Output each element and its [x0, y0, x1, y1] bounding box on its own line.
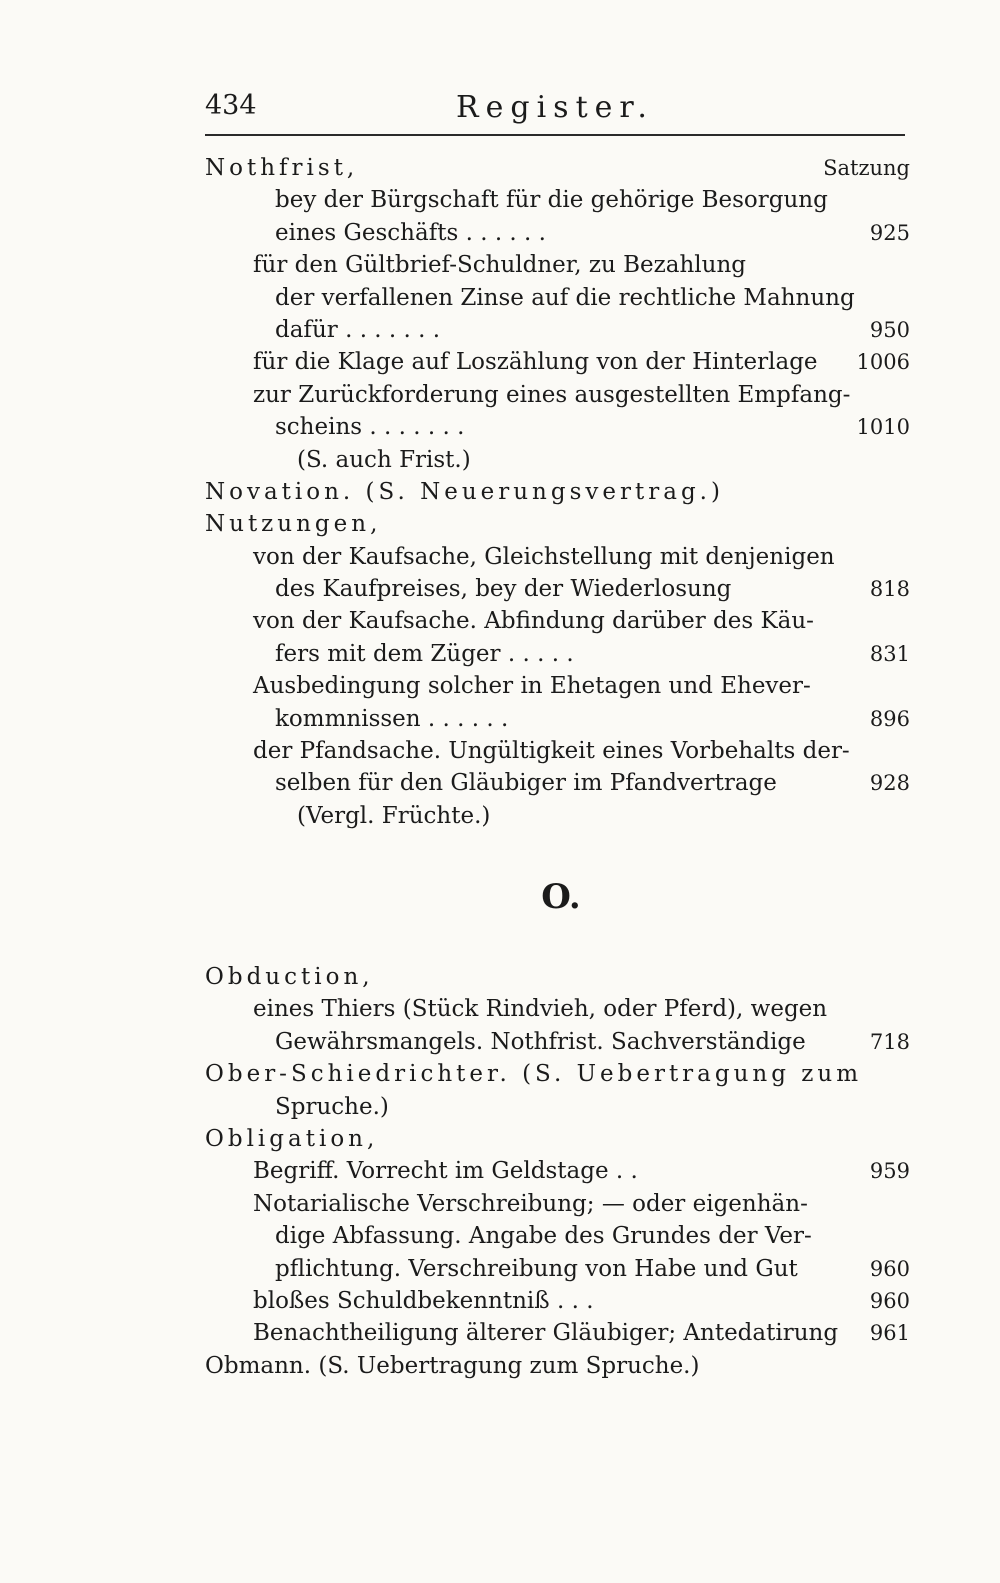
entry-text: Notarialische Verschreibung; — oder eigenhän-: [253, 1190, 808, 1217]
index-entry: [205, 1188, 905, 1220]
index-entry: [205, 735, 905, 767]
index-section-o: [205, 961, 910, 1382]
entry-page-ref: 896: [869, 706, 910, 731]
entry-text: der verfallenen Zinse auf die rechtliche Mahnung: [275, 284, 855, 311]
entry-text: selben für den Gläubiger im Pfandvertrage: [275, 770, 777, 797]
entry-text: Obduction,: [205, 963, 374, 990]
entry-text: Nothfrist,: [205, 155, 359, 181]
entry-text: Nutzungen,: [205, 511, 382, 538]
index-entry: [205, 476, 905, 508]
index-entry: [205, 993, 905, 1025]
entry-text: eines Thiers (Stück Rindvieh, oder Pferd), wegen: [253, 996, 828, 1023]
entry-page-ref: 961: [869, 1321, 910, 1346]
entry-text: eines Geschäfts . . . . . .: [275, 219, 546, 246]
entry-text: Ausbedingung solcher in Ehetagen und Ehever-: [253, 673, 811, 700]
entry-text: für den Gültbrief-Schuldner, zu Bezahlung: [253, 252, 746, 279]
index-entry: [205, 184, 905, 216]
entry-text: von der Kaufsache, Gleichstellung mit denjenigen: [253, 543, 835, 570]
entry-text: kommnissen . . . . . .: [275, 705, 509, 732]
index-entry: [205, 346, 910, 378]
entry-text: Gewährsmangels. Nothfrist. Sachverständige: [275, 1028, 806, 1055]
index-entry: [205, 152, 910, 184]
running-title: Register.: [456, 90, 654, 125]
entry-page-ref: 959: [869, 1159, 910, 1184]
entry-text: pflichtung. Verschreibung von Habe und Gut: [275, 1255, 798, 1282]
index-entry: [205, 444, 905, 476]
entry-page-ref: 1010: [856, 415, 910, 440]
entry-text: Begriff. Vorrecht im Geldstage . .: [253, 1158, 638, 1185]
index-entry: [205, 703, 910, 735]
index-entry: [205, 1350, 905, 1382]
entry-page-ref: Satzung: [823, 156, 910, 180]
index-entry: [205, 1317, 910, 1349]
index-entry: [205, 573, 910, 605]
index-entry: [205, 411, 910, 443]
index-section-n: [205, 152, 910, 832]
entry-page-ref: 818: [869, 577, 910, 602]
entry-page-ref: 925: [869, 220, 910, 245]
index-body: [205, 152, 910, 1382]
entry-text: Obligation,: [205, 1125, 379, 1152]
entry-text: zur Zurückforderung eines ausgestellten Empfang-: [253, 381, 851, 408]
index-entry: [205, 282, 905, 314]
page-header: [205, 90, 905, 136]
entry-text: Obmann. (S. Uebertragung zum Spruche.): [205, 1352, 700, 1379]
index-entry: [205, 314, 910, 346]
entry-page-ref: 960: [869, 1288, 910, 1313]
entry-text: dige Abfassung. Angabe des Grundes der Ver-: [275, 1223, 812, 1250]
entry-text: Benachtheiligung älterer Gläubiger; Antedatirung: [253, 1320, 839, 1347]
index-entry: [205, 638, 910, 670]
entry-text: (S. auch Frist.): [297, 446, 471, 473]
entry-text: der Pfandsache. Ungültigkeit eines Vorbehalts der-: [253, 738, 850, 765]
index-entry: [205, 1058, 905, 1090]
section-gap: [205, 832, 905, 864]
page-number: 434: [205, 90, 257, 121]
index-entry: [205, 1091, 905, 1123]
entry-text: scheins . . . . . . .: [275, 414, 465, 441]
section-letter: O.: [541, 876, 581, 917]
entry-text: bey der Bürgschaft für die gehörige Besorgung: [275, 187, 828, 214]
entry-text: dafür . . . . . . .: [275, 316, 441, 343]
entry-page-ref: 831: [869, 641, 910, 666]
index-entry: [205, 1220, 905, 1252]
index-entry: [205, 1285, 910, 1317]
index-entry: [205, 800, 905, 832]
entry-text: Novation. (S. Neuerungsvertrag.): [205, 478, 724, 505]
index-entry: [205, 1155, 910, 1187]
entry-text: Ober-Schiedrichter. (S. Uebertragung zum: [205, 1061, 863, 1088]
index-entry: [205, 1026, 910, 1058]
index-entry: [205, 249, 905, 281]
index-entry: [205, 1253, 910, 1285]
entry-page-ref: 1006: [856, 350, 910, 375]
entry-page-ref: 950: [869, 317, 910, 342]
index-entry: [205, 961, 905, 993]
entry-text: des Kaufpreises, bey der Wiederlosung: [275, 576, 732, 603]
entry-page-ref: 928: [869, 771, 910, 796]
entry-text: (Vergl. Früchte.): [297, 802, 491, 829]
section-gap: [205, 929, 905, 961]
entry-text: für die Klage auf Loszählung von der Hinterlage: [253, 349, 818, 376]
entry-text: von der Kaufsache. Abfindung darüber des Käu-: [253, 608, 814, 635]
index-entry: [205, 670, 905, 702]
entry-page-ref: 960: [869, 1256, 910, 1281]
index-entry: [205, 508, 905, 540]
index-entry: [205, 605, 905, 637]
index-entry: [205, 767, 910, 799]
index-entry: [205, 217, 910, 249]
index-entry: [205, 541, 905, 573]
entry-text: fers mit dem Züger . . . . .: [275, 640, 574, 667]
entry-text: bloßes Schuldbekenntniß . . .: [253, 1287, 594, 1314]
entry-text: Spruche.): [275, 1093, 389, 1120]
index-entry: [205, 1123, 905, 1155]
entry-page-ref: 718: [869, 1029, 910, 1054]
index-entry: [205, 379, 905, 411]
